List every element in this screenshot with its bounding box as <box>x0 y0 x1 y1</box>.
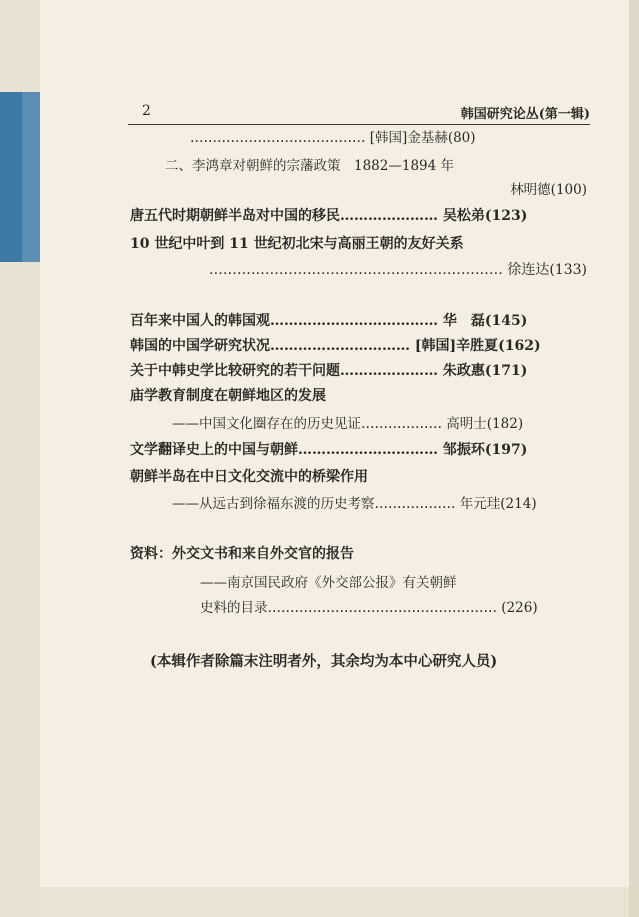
toc-entry: 韩国的中国学研究状况………………………… [韩国]辛胜夏(162) <box>130 338 541 354</box>
toc-entry: 关于中韩史学比较研究的若干问题………………… 朱政惠(171) <box>130 363 528 379</box>
toc-entry: 10 世纪中叶到 11 世纪初北宋与高丽王朝的友好关系 <box>130 236 464 252</box>
toc-entry: ——南京国民政府《外交部公报》有关朝鲜 <box>200 575 457 591</box>
page-number: 2 <box>142 103 151 119</box>
toc-entry: 百年来中国人的韩国观……………………………… 华 磊(145) <box>130 313 528 329</box>
toc-entry: 二、李鸿章对朝鲜的宗藩政策 1882—1894 年 <box>165 158 455 174</box>
toc-entry: ……………………………………………………… 徐连达(133) <box>208 262 587 278</box>
toc-entry: ………………………………… [韩国]金基赫(80) <box>190 130 476 146</box>
page-right-edge <box>629 0 639 917</box>
toc-entry: 林明德(100) <box>510 182 587 198</box>
toc-entry: 朝鲜半岛在中日文化交流中的桥梁作用 <box>130 469 368 485</box>
toc-entry: 庙学教育制度在朝鲜地区的发展 <box>130 388 326 404</box>
toc-entry: 资料：外交文书和来自外交官的报告 <box>130 546 354 562</box>
running-header <box>128 103 590 123</box>
header-rule <box>128 124 590 125</box>
toc-entry: 文学翻译史上的中国与朝鲜………………………… 邹振环(197) <box>130 442 528 458</box>
toc-entry: 唐五代时期朝鲜半岛对中国的移民………………… 吴松弟(123) <box>130 208 528 224</box>
series-title: 韩国研究论丛(第一辑) <box>460 107 590 122</box>
toc-entry: 史料的目录…………………………………………… (226) <box>200 600 538 616</box>
bleed-through-area <box>40 887 629 917</box>
blue-tab-marker <box>0 92 40 262</box>
footnote: (本辑作者除篇末注明者外，其余均为本中心研究人员) <box>150 653 498 670</box>
toc-entry: ——从远古到徐福东渡的历史考察……………… 年元珪(214) <box>172 496 537 512</box>
toc-entry: ——中国文化圈存在的历史见证……………… 高明士(182) <box>172 416 524 432</box>
